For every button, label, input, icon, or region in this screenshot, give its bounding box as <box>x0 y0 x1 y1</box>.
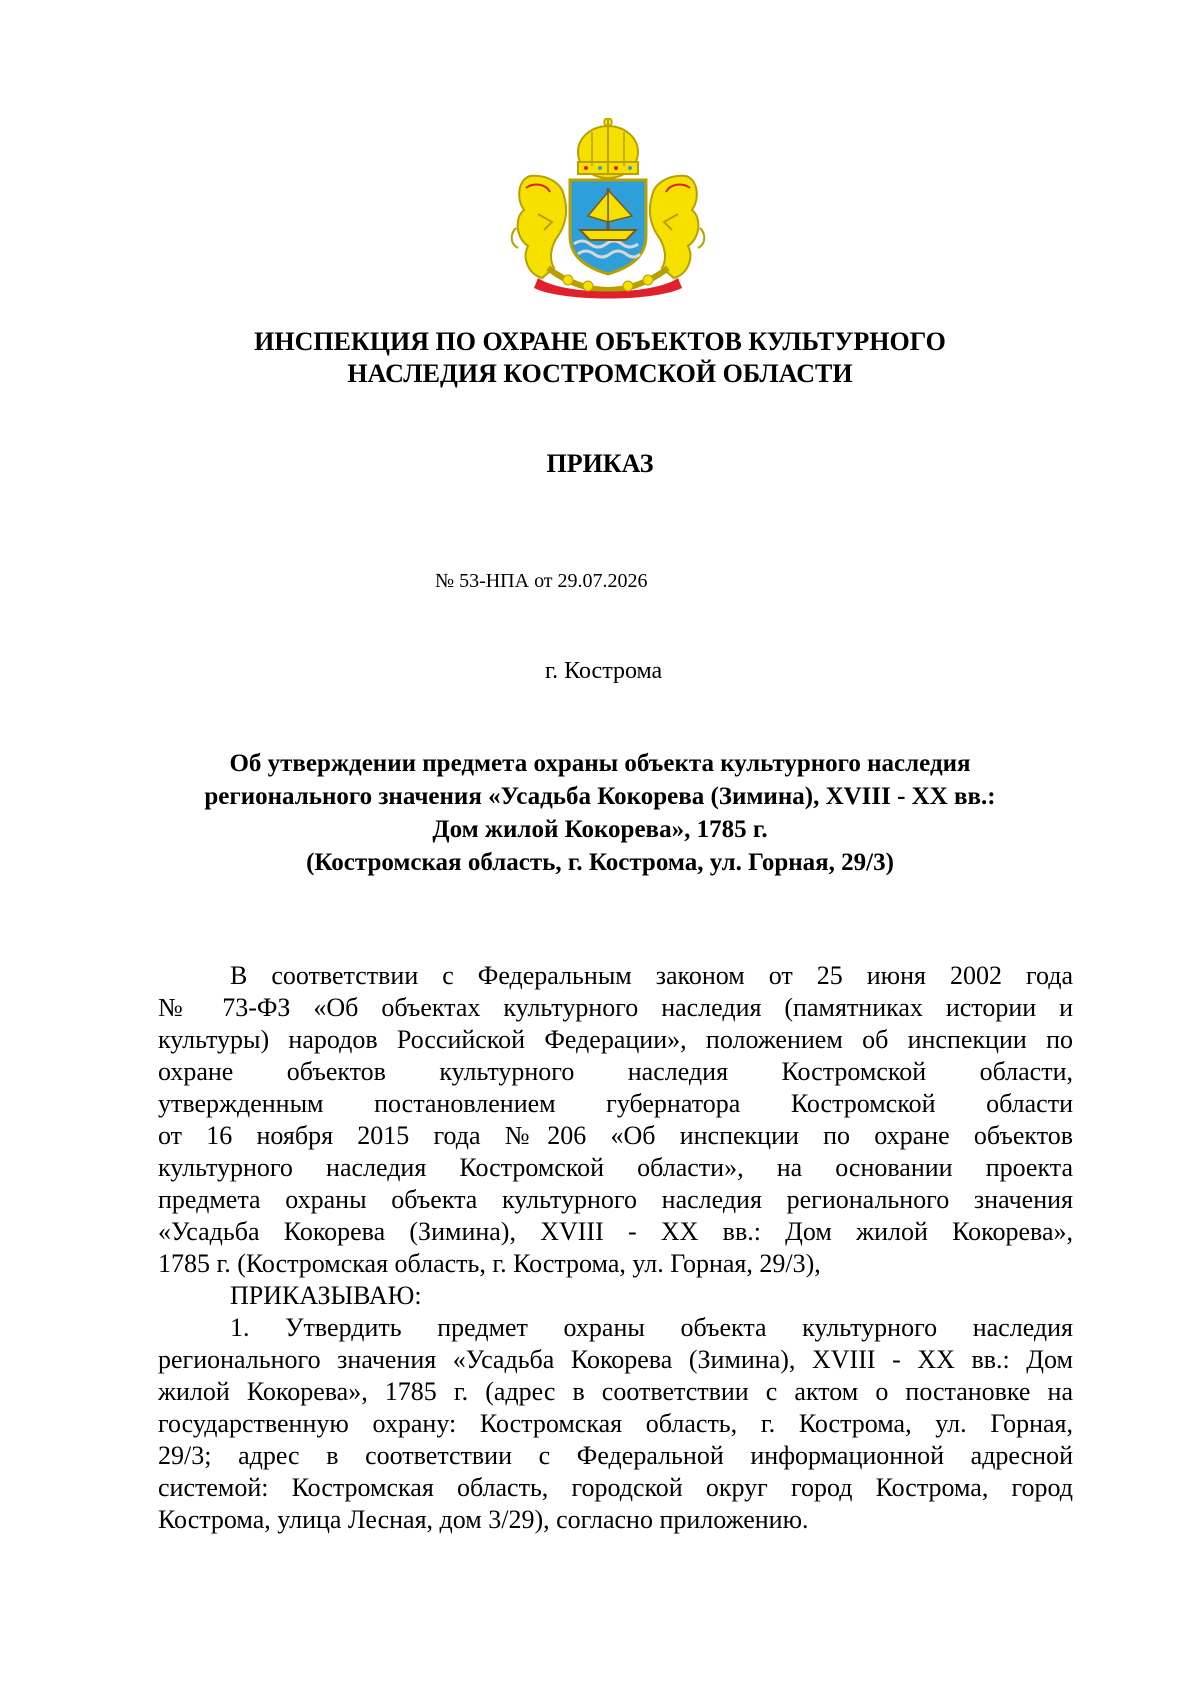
organization-name-line-2: НАСЛЕДИЯ КОСТРОМСКОЙ ОБЛАСТИ <box>347 359 853 388</box>
subject-line-1: Об утверждении предмета охраны объекта культурного наследия <box>229 750 971 777</box>
body-line: от 16 ноября 2015 года №206 «Об инспекции по охране объектов <box>158 1121 1073 1150</box>
body-line: государственную охрану: Костромская область, г. Кострома, ул. Горная, <box>158 1409 1073 1438</box>
body-line: охране объектов культурного наследия Костромской области, <box>158 1057 1073 1086</box>
body-line: культуры) народов Российской Федерации», положением об инспекции по <box>158 1025 1073 1054</box>
subject-line-2: регионального значения «Усадьба Кокорева (Зимина), XVIII - XX вв.: <box>204 783 996 810</box>
body-line: 1. Утвердить предмет охраны объекта культурного наследия <box>230 1313 1073 1342</box>
body-line: 29/3; адрес в соответствии с Федеральной информационной адресной <box>158 1441 1073 1470</box>
body-line: жилой Кокорева», 1785 г. (адрес в соответствии с актом о постановке на <box>158 1377 1073 1406</box>
body-line: регионального значения «Усадьба Кокорева (Зимина), XVIII - XX вв.: Дом <box>158 1345 1073 1374</box>
document-number: № 53-НПА от 29.07.2026 <box>435 570 648 592</box>
body-line: утвержденным постановлением губернатора Костромской области <box>158 1089 1073 1118</box>
body-line: предмета охраны объекта культурного наследия регионального значения <box>158 1185 1073 1214</box>
document-city: г. Кострома <box>545 658 663 684</box>
order-directive: ПРИКАЗЫВАЮ: <box>230 1281 422 1310</box>
kostroma-coat-of-arms-icon <box>508 118 708 302</box>
right-lion-icon <box>650 176 704 278</box>
crown-icon <box>578 118 638 178</box>
body-line: Кострома, улица Лесная, дом 3/29), согласно приложению. <box>158 1505 809 1534</box>
document-type: ПРИКАЗ <box>546 449 654 478</box>
body-line: «Усадьба Кокорева (Зимина), XVIII - XX вв.: Дом жилой Кокорева», <box>158 1217 1073 1246</box>
shield-icon <box>570 180 646 274</box>
subject-line-4: (Костромская область, г. Кострома, ул. Горная, 29/3) <box>306 849 894 876</box>
body-line: В соответствии с Федеральным законом от 25 июня 2002 года <box>230 961 1073 990</box>
left-lion-icon <box>512 176 566 278</box>
subject-line-3: Дом жилой Кокорева», 1785 г. <box>432 816 768 843</box>
body-line: культурного наследия Костромской области», на основании проекта <box>158 1153 1073 1182</box>
organization-name-line-1: ИНСПЕКЦИЯ ПО ОХРАНЕ ОБЪЕКТОВ КУЛЬТУРНОГО <box>254 327 946 356</box>
body-line: 1785 г. (Костромская область, г. Кострома, ул. Горная, 29/3), <box>158 1249 821 1278</box>
body-line: № 73-ФЗ «Об объектах культурного наследия (памятниках истории и <box>158 993 1073 1022</box>
body-line: системой: Костромская область, городской округ город Кострома, город <box>158 1473 1073 1502</box>
